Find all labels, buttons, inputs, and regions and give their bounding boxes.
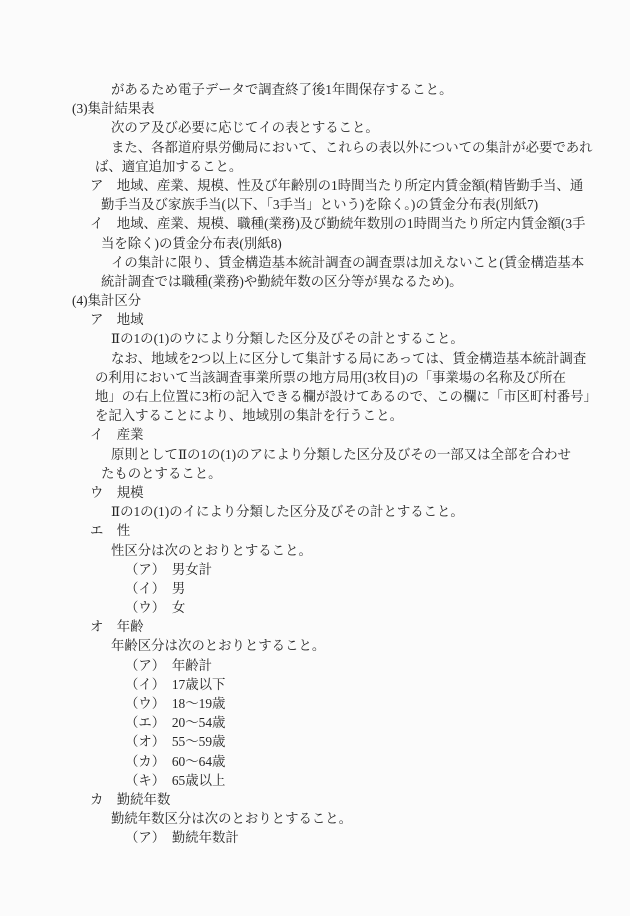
document-line: Ⅱの1の(1)のウにより分類した区分及びその計とすること。 — [111, 331, 464, 347]
document-line: （ア） 男女計 — [125, 561, 213, 577]
document-line: イ 地域、産業、規模、職種(業務)及び勤続年数別の1時間当たり所定内賃金額(3手 — [90, 216, 586, 232]
document-line: （カ） 60〜64歳 — [125, 753, 226, 769]
document-line: 地」の右上位置に3桁の記入できる欄が設けてあるので、この欄に「市区町村番号」 — [95, 389, 597, 404]
document-line: 原則としてⅡの1の(1)のアにより分類した区分及びその一部又は全部を合わせ — [111, 446, 571, 462]
document-line: たものとすること。 — [101, 465, 222, 481]
document-line: (3)集計結果表 — [72, 101, 155, 117]
document-line: 統計調査では職種(業務)や勤続年数の区分等が異なるため)。 — [101, 273, 463, 289]
document-line: （イ） 17歳以下 — [125, 676, 226, 692]
document-line: 勤手当及び家族手当(以下、「3手当」という)を除く。)の賃金分布表(別紙7) — [101, 197, 539, 213]
document-line: （ア） 勤続年数計 — [125, 830, 239, 846]
document-body — [0, 80, 630, 848]
document-line: の利用において当該調査事業所票の地方局用(3枚目)の「事業場の名称及び所在 — [95, 369, 566, 385]
document-line: 性区分は次のとおりとすること。 — [111, 542, 312, 558]
document-line: （エ） 20〜54歳 — [125, 715, 226, 731]
document-line: ウ 規模 — [90, 484, 144, 500]
document-line: オ 年齢 — [90, 619, 144, 635]
document-line: 当を除く)の賃金分布表(別紙8) — [101, 235, 282, 251]
document-line: エ 性 — [90, 523, 131, 539]
document-line: を記入することにより、地域別の集計を行うこと。 — [95, 408, 403, 424]
document-line: （ウ） 女 — [125, 600, 186, 616]
document-line: カ 勤続年数 — [90, 791, 171, 807]
document-line: (4)集計区分 — [72, 293, 142, 309]
document-line: 次のア及び必要に応じてイの表とすること。 — [111, 120, 379, 136]
document-line: イの集計に限り、賃金構造基本統計調査の調査票は加えないこと(賃金構造基本 — [111, 254, 585, 270]
document-line: なお、地域を2つ以上に区分して集計する局にあっては、賃金構造基本統計調査 — [111, 350, 587, 366]
document-line: 勤続年数区分は次のとおりとすること。 — [111, 811, 353, 827]
document-line: イ 産業 — [90, 427, 144, 443]
document-line: Ⅱの1の(1)のイにより分類した区分及びその計とすること。 — [111, 504, 464, 520]
document-line: （ア） 年齢計 — [125, 657, 213, 673]
document-line: ア 地域、産業、規模、性及び年齢別の1時間当たり所定内賃金額(精皆勤手当、通 — [90, 177, 584, 193]
document-line: ば、適宜追加すること。 — [95, 158, 243, 174]
document-line: また、各都道府県労働局において、これらの表以外についての集計が必要であれ — [111, 139, 593, 155]
document-line: ア 地域 — [90, 312, 144, 328]
document-line: （オ） 55〜59歳 — [125, 734, 226, 750]
document-line: （ウ） 18〜19歳 — [125, 696, 226, 711]
document-line: （キ） 65歳以上 — [125, 772, 226, 788]
document-line: （イ） 男 — [125, 580, 186, 596]
document-line: があるため電子データで調査終了後1年間保存すること。 — [111, 82, 453, 97]
document-line: 年齢区分は次のとおりとすること。 — [111, 638, 326, 654]
